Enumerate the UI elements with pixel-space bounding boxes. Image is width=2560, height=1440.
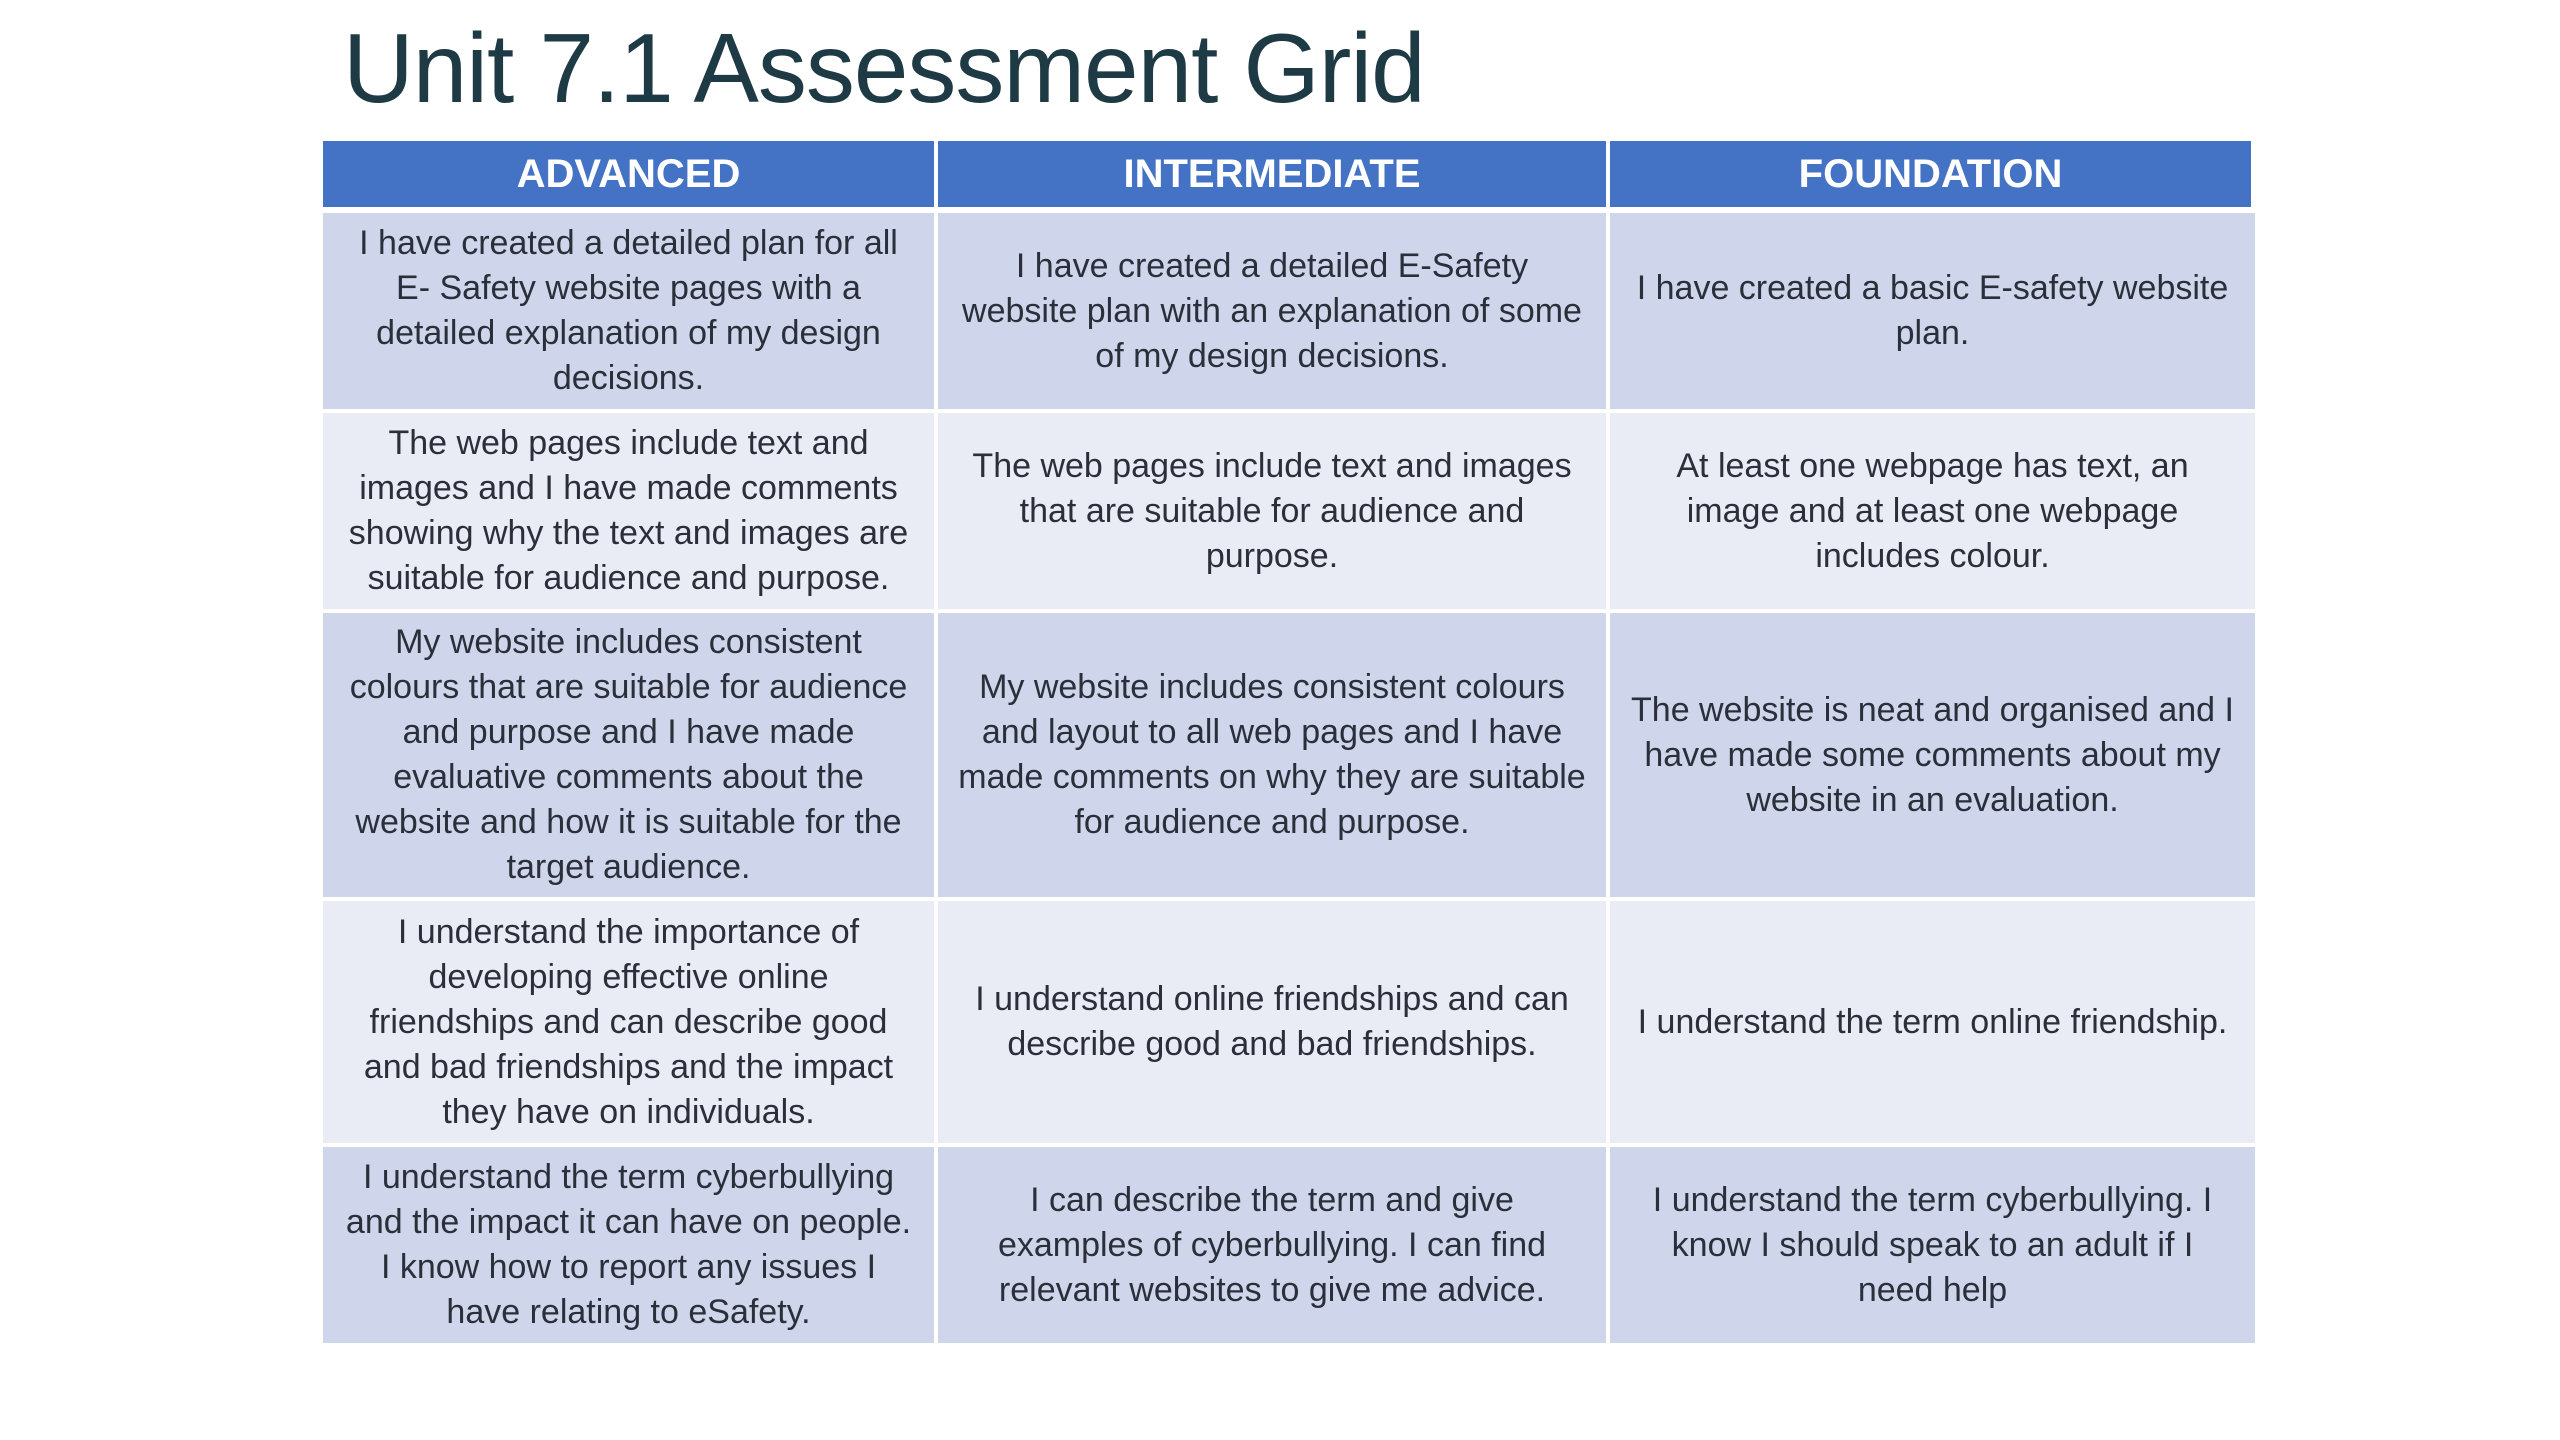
table-cell-intermediate: I have created a detailed E-Safety website plan with an explanation of some of my design decisions. bbox=[938, 213, 1610, 413]
table-cell-advanced: My website includes consistent colours that are suitable for audience and purpose and I have made evaluative comments about the website and how it is suitable for the target audience. bbox=[323, 613, 938, 901]
header-intermediate: INTERMEDIATE bbox=[938, 141, 1610, 213]
table-cell-foundation: I understand the term cyberbullying. I know I should speak to an adult if I need help bbox=[1610, 1147, 2255, 1347]
page-title: Unit 7.1 Assessment Grid bbox=[343, 13, 1425, 123]
table-cell-intermediate: My website includes consistent colours and layout to all web pages and I have made comments on why they are suitable for audience and purpose. bbox=[938, 613, 1610, 901]
table-cell-foundation: The website is neat and organised and I have made some comments about my website in an evaluation. bbox=[1610, 613, 2255, 901]
table-cell-advanced: I understand the importance of developing effective online friendships and can describe good and bad friendships and the impact they have on individuals. bbox=[323, 901, 938, 1147]
table-cell-foundation: I have created a basic E-safety website plan. bbox=[1610, 213, 2255, 413]
table-cell-foundation: At least one webpage has text, an image and at least one webpage includes colour. bbox=[1610, 413, 2255, 613]
table-cell-foundation: I understand the term online friendship. bbox=[1610, 901, 2255, 1147]
table-cell-intermediate: I understand online friendships and can describe good and bad friendships. bbox=[938, 901, 1610, 1147]
table-cell-advanced: I understand the term cyberbullying and the impact it can have on people. I know how to report any issues I have relating to eSafety. bbox=[323, 1147, 938, 1347]
table-cell-advanced: The web pages include text and images and I have made comments showing why the text and images are suitable for audience and purpose. bbox=[323, 413, 938, 613]
table-cell-intermediate: I can describe the term and give examples of cyberbullying. I can find relevant websites to give me advice. bbox=[938, 1147, 1610, 1347]
header-advanced: ADVANCED bbox=[323, 141, 938, 213]
assessment-table bbox=[323, 141, 2255, 1347]
table-cell-advanced: I have created a detailed plan for all E- Safety website pages with a detailed explanation of my design decisions. bbox=[323, 213, 938, 413]
table-cell-intermediate: The web pages include text and images that are suitable for audience and purpose. bbox=[938, 413, 1610, 613]
header-foundation: FOUNDATION bbox=[1610, 141, 2255, 213]
